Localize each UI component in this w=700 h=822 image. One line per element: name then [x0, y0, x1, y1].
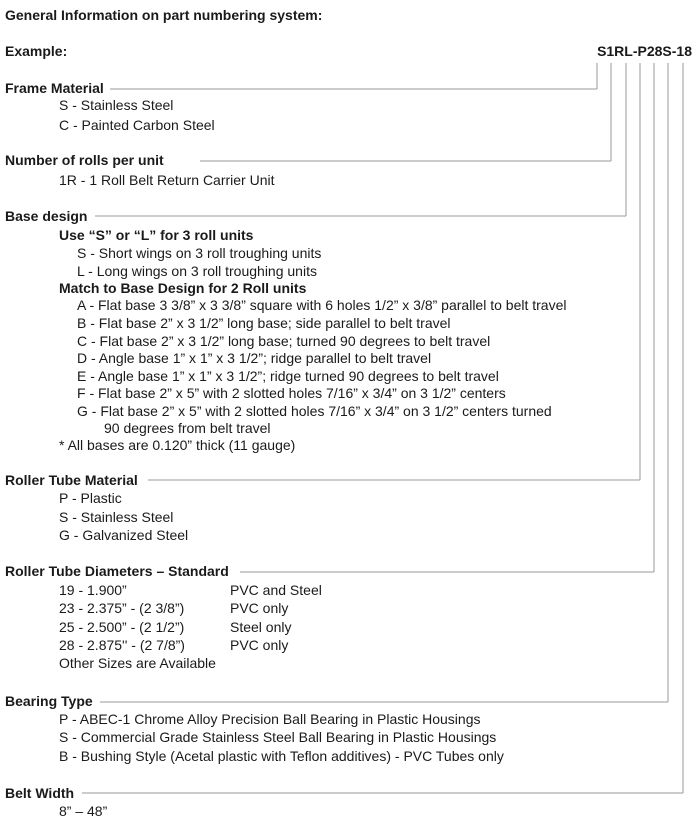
page-title: General Information on part numbering system:: [5, 7, 323, 23]
bearing-type-item: B - Bushing Style (Acetal plastic with Teflon additives) - PVC Tubes only: [59, 748, 504, 764]
rolls-heading: Number of rolls per unit: [5, 152, 170, 168]
base-design-2roll-item: D - Angle base 1” x 1” x 3 1/2”; ridge parallel to belt travel: [77, 350, 432, 366]
belt-width-heading: Belt Width: [5, 785, 80, 801]
frame-material-item: S - Stainless Steel: [59, 97, 174, 113]
bearing-type-item: S - Commercial Grade Stainless Steel Ball Bearing in Plastic Housings: [59, 729, 497, 745]
base-design-2roll-item: F - Flat base 2” x 5” with 2 slotted holes 7/16” x 3/4” on 3 1/2” centers: [77, 385, 506, 401]
rolls-item: 1R - 1 Roll Belt Return Carrier Unit: [59, 172, 275, 188]
base-design-3roll-item: L - Long wings on 3 roll troughing units: [77, 263, 317, 279]
base-design-2roll-item: C - Flat base 2” x 3 1/2” long base; turned 90 degrees to belt travel: [77, 333, 491, 349]
diameter-size: 23 - 2.375” - (2 3/8”): [59, 600, 185, 616]
base-design-heading: Base design: [5, 208, 93, 224]
diameter-material: PVC only: [230, 600, 289, 616]
base-design-2roll-item: A - Flat base 3 3/8” x 3 3/8” square with 6 holes 1/2” x 3/8” parallel to belt travel: [77, 297, 567, 313]
tube-material-heading: Roller Tube Material: [5, 472, 144, 488]
diameter-material: PVC and Steel: [230, 582, 322, 598]
diameter-size: 19 - 1.900”: [59, 582, 127, 598]
tube-material-item: S - Stainless Steel: [59, 509, 174, 525]
base-design-2roll-item: B - Flat base 2” x 3 1/2” long base; side parallel to belt travel: [77, 315, 451, 331]
base-design-note: * All bases are 0.120” thick (11 gauge): [59, 437, 296, 453]
tube-material-item: G - Galvanized Steel: [59, 527, 189, 543]
diameter-material: Steel only: [230, 619, 292, 635]
base-design-2roll-item: E - Angle base 1” x 1” x 3 1/2”; ridge turned 90 degrees to belt travel: [77, 368, 499, 384]
base-design-2roll-item: G - Flat base 2” x 5” with 2 slotted holes 7/16” x 3/4” on 3 1/2” centers turned: [77, 403, 552, 419]
base-design-3roll-item: S - Short wings on 3 roll troughing units: [77, 245, 322, 261]
bearing-type-heading: Bearing Type: [5, 693, 99, 709]
example-label: Example:: [5, 43, 68, 59]
belt-width-value: 8” – 48”: [59, 803, 108, 819]
tube-diameters-heading: Roller Tube Diameters – Standard: [5, 563, 235, 579]
diameter-size: 28 - 2.875'' - (2 7/8”): [59, 637, 185, 653]
diameter-size: 25 - 2.500” - (2 1/2”): [59, 619, 185, 635]
tube-material-item: P - Plastic: [59, 490, 122, 506]
base-design-sub-2roll: Match to Base Design for 2 Roll units: [59, 280, 307, 296]
diameter-other: Other Sizes are Available: [59, 655, 216, 671]
frame-material-item: C - Painted Carbon Steel: [59, 117, 215, 133]
base-design-2roll-continuation: 90 degrees from belt travel: [104, 420, 271, 436]
bearing-type-item: P - ABEC-1 Chrome Alloy Precision Ball Bearing in Plastic Housings: [59, 711, 481, 727]
diameter-material: PVC only: [230, 637, 289, 653]
example-code: S1RL-P28S-18: [597, 43, 692, 59]
base-design-sub-3roll: Use “S” or “L” for 3 roll units: [59, 227, 254, 243]
frame-material-heading: Frame Material: [5, 80, 110, 96]
